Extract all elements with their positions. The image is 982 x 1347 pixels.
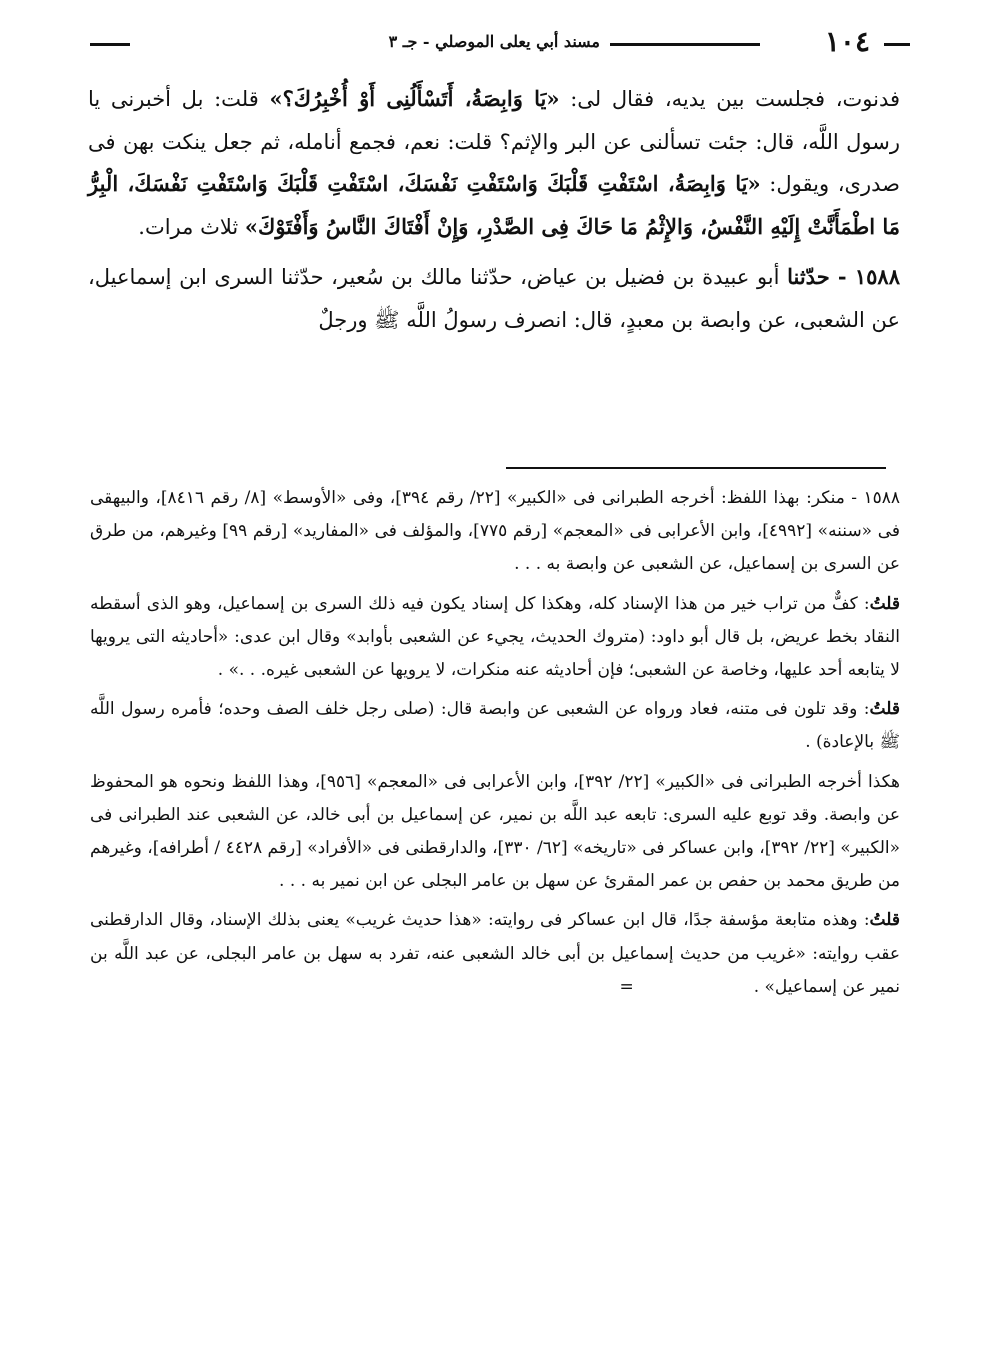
hadith-number: ١٥٨٨ - حدّثنا [787, 264, 900, 289]
narration-text: ثلاث مرات. [138, 214, 245, 239]
footnote-comment [90, 693, 900, 759]
comment-text: : وقد تلون فى متنه، فعاد ورواه عن الشعبى عن وابصة قال: (صلى رجل خلف الصف وحده؛ فأمره رسول اللَّه ﷺ بالإعادة) . [90, 699, 900, 753]
comment-label: قلتُ [869, 699, 900, 720]
hadith-paragraph [88, 78, 900, 248]
footnote-separator [506, 467, 886, 469]
isnad-text: أبو عبيدة بن فضيل بن عياض، حدّثنا مالك بن سُعير، حدّثنا السرى ابن إسماعيل، عن الشعبى، عن وابصة بن معبدٍ، قال: انصرف رسولُ اللَّه ﷺ ورجلٌ [88, 265, 900, 332]
prophetic-quote: «يَا وَابِصَةُ، أَتَسْأَلُنِى أَوْ أُخْبِرُكَ؟» [269, 86, 560, 111]
header-rule-right [884, 43, 910, 46]
footnotes [90, 482, 900, 1010]
running-header [90, 22, 910, 62]
footnote-comment [90, 588, 900, 688]
header-rule-left [90, 43, 130, 46]
main-text [88, 78, 900, 341]
comment-text: : وهذه متابعة مؤسفة جدًا، قال ابن عساكر فى روايته: «هذا حديث غريب» يعنى بذلك الإسناد، وقال الدارقطنى عقب روايته: «غريب من حديث إسماعيل بن أبى خالد الشعبى عنه، تفرد به سهل بن عامر البجلى، عن عبد اللَّه بن نمير عن إسماعيل» . [90, 910, 900, 997]
comment-text: : كفٌّ من تراب خير من هذا الإسناد كله، وهكذا كل إسناد يكون فيه ذلك السرى بن إسماعيل، وهو الذى أسقطه النقاد بخط عريض، بل قال أبو داود: (متروك الحديث، يجيء عن الشعبى بأوابد» وقال ابن عدى: «أحاديثه التى يرويها لا يتابعه أحد عليها، وخاصة عن الشعبى؛ فإن أحاديثه عنه منكرات، لا يرويها عن الشعبى غيره. . .» . [90, 593, 900, 681]
comment-label: قلتُ [869, 593, 901, 614]
header-rule-middle [610, 43, 760, 46]
narration-text: فدنوت، فجلست بين يديه، فقال لى: [559, 87, 901, 111]
hadith-paragraph-1588 [88, 256, 900, 341]
comment-label: قلتُ [869, 910, 900, 931]
footnote-comment [90, 904, 900, 1004]
book-title: مسند أبي يعلى الموصلي - جـ ٣ [388, 32, 600, 51]
prophetic-quote: «يَا وَابِصَةُ، اسْتَفْتِ قَلْبَكَ وَاسْتَفْتِ نَفْسَكَ، اسْتَفْتِ قَلْبَكَ وَاسْتَفْتِ نَفْسَكَ، الْبِرُّ مَا اطْمَأَنَّتْ إِلَيْهِ النَّفْسُ، وَالإِثْمُ مَا حَاكَ فِى الصَّدْرِ، وَإِنْ أَفْتَاكَ النَّاسُ وَأَفْتَوْكَ» [88, 171, 900, 239]
footnote-takhrij: ١٥٨٨ - منكر: بهذا اللفظ: أخرجه الطبرانى فى «الكبير» [٢٢/ رقم ٣٩٤]، وفى «الأوسط» [٨/ رقم ٨٤١٦]، والبيهقى فى «سننه» [٤٩٩٢]، وابن الأعرابى فى «المعجم» [رقم ٧٧٥]، والمؤلف فى «المفاريد» [رقم ٩٩] وغيرهم، من طرق عن السرى بن إسماعيل، عن الشعبى عن وابصة به . . . [90, 488, 901, 575]
footnote-takhrij: هكذا أخرجه الطبرانى فى «الكبير» [٢٢/ ٣٩٢]، وابن الأعرابى فى «المعجم» [٩٥٦]، وهذا اللفظ ونحوه هو المحفوظ عن وابصة. وقد توبع عليه السرى: تابعه عبد اللَّه بن نمير، عن إسماعيل بن أبى خالد، عن الشعبى عند الطبرانى فى «الكبير» [٢٢/ ٣٩٢]، وابن عساكر فى «تاريخه» [٦٢/ ٣٣٠]، والدارقطنى فى «الأفراد» [رقم ٤٤٢٨ / أطرافه]، وغيرهم من طريق محمد بن حفص بن عمر المقرئ عن سهل بن عامر البجلى عن ابن نمير به . . . [90, 771, 901, 892]
page-number: ١٠٤ [824, 25, 870, 58]
narration-text: قلت: بل أخبرنى يا رسول اللَّه، قال: جئت تسألنى عن البر والإثم؟ قلت: نعم، فجمع أنامله، ثم جعل ينكت بهن فى صدرى، ويقول: [88, 87, 900, 196]
continuation-mark: = [619, 976, 634, 997]
